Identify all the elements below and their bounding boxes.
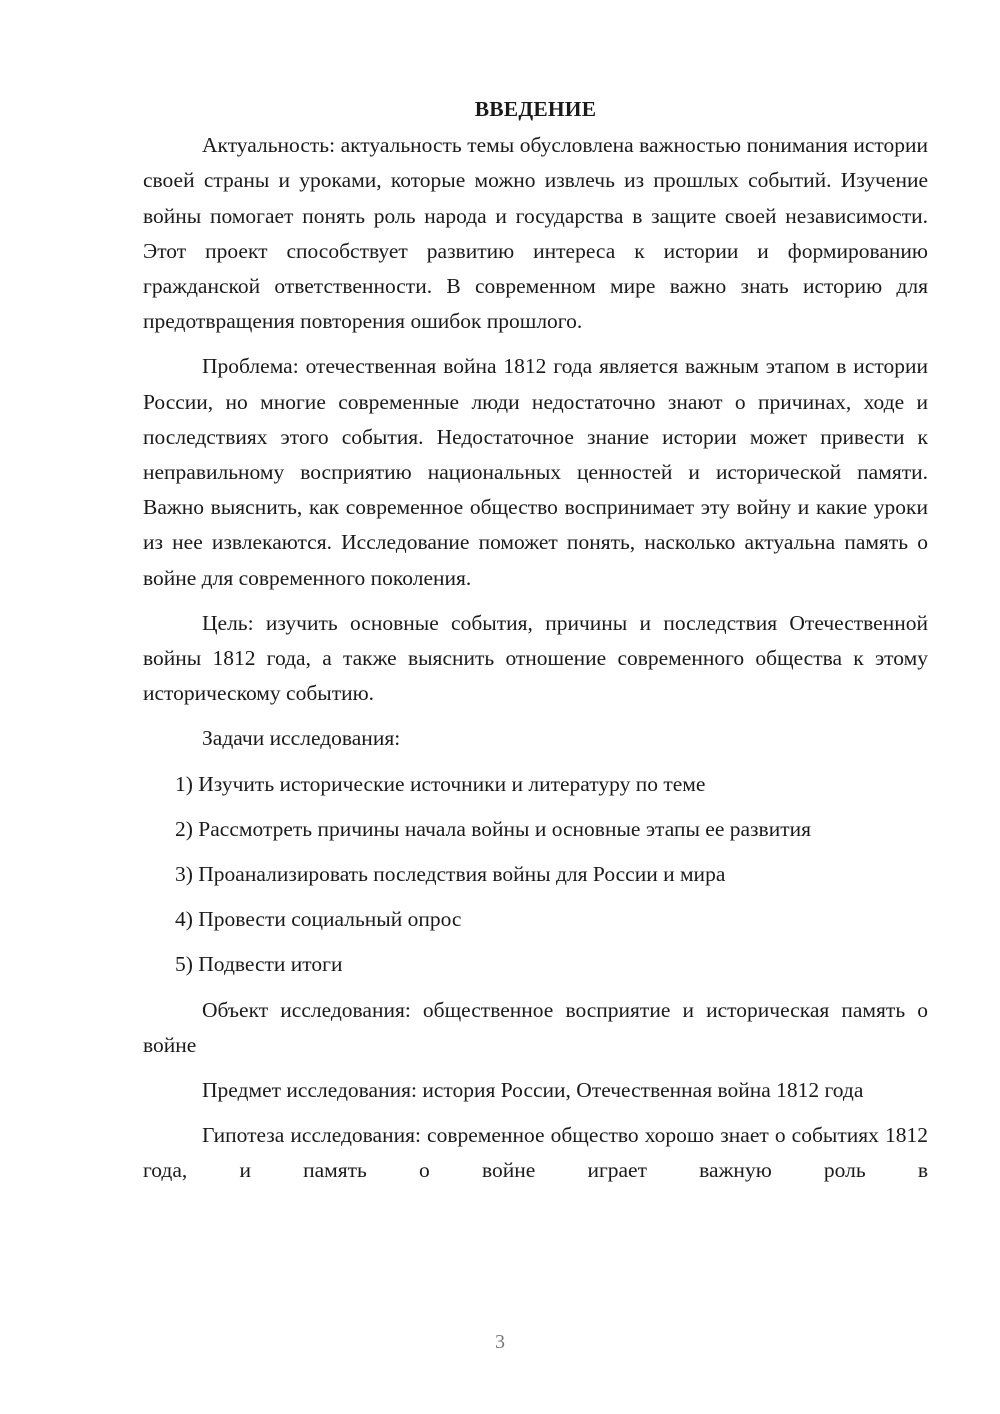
problem-paragraph: Проблема: отечественная война 1812 года является важным этапом в истории России, но многие современные люди недостаточно знают о причинах, ходе и последствиях этого события. Недостаточное знание истории может привести к неправильному восприятию национальных ценностей и исторической памяти. Важно выяснить, как современное общество воспринимает эту войну и какие уроки из нее извлекаются. Исследование поможет понять, насколько актуальна память о войне для современного поколения.: [143, 354, 928, 590]
goal-paragraph: Цель: изучить основные события, причины и последствия Отечественной войны 1812 года, а также выяснить отношение современного общества к этому историческому событию.: [143, 610, 928, 706]
tasks-heading: Задачи исследования:: [202, 726, 401, 751]
task-item-5: 5) Подвести итоги: [175, 952, 343, 977]
section-heading: ВВЕДЕНИЕ: [474, 97, 597, 121]
subject-paragraph: Предмет исследования: история России, Отечественная война 1812 года: [202, 1078, 864, 1103]
page-content: [143, 92, 928, 1199]
task-item-3: 3) Проанализировать последствия войны для России и мира: [175, 862, 726, 887]
object-paragraph: Объект исследования: общественное восприятие и историческая память о войне: [143, 997, 928, 1057]
task-item-2: 2) Рассмотреть причины начала войны и основные этапы ее развития: [175, 816, 811, 841]
relevance-paragraph: Актуальность: актуальность темы обусловлена важностью понимания истории своей страны и уроками, которые можно извлечь из прошлых событий. Изучение войны помогает понять роль народа и государства в защите своей независимости. Этот проект способствует развитию интереса к истории и формированию гражданской ответственности. В современном мире важно знать историю для предотвращения повторения ошибок прошлого.: [143, 133, 928, 334]
page-number: 3: [495, 1331, 505, 1353]
task-item-4: 4) Провести социальный опрос: [175, 907, 462, 932]
task-item-1: 1) Изучить исторические источники и литературу по теме: [175, 771, 706, 796]
hypothesis-paragraph: Гипотеза исследования: современное общество хорошо знает о событиях 1812 года, и память о войне играет важную роль в: [143, 1123, 928, 1183]
